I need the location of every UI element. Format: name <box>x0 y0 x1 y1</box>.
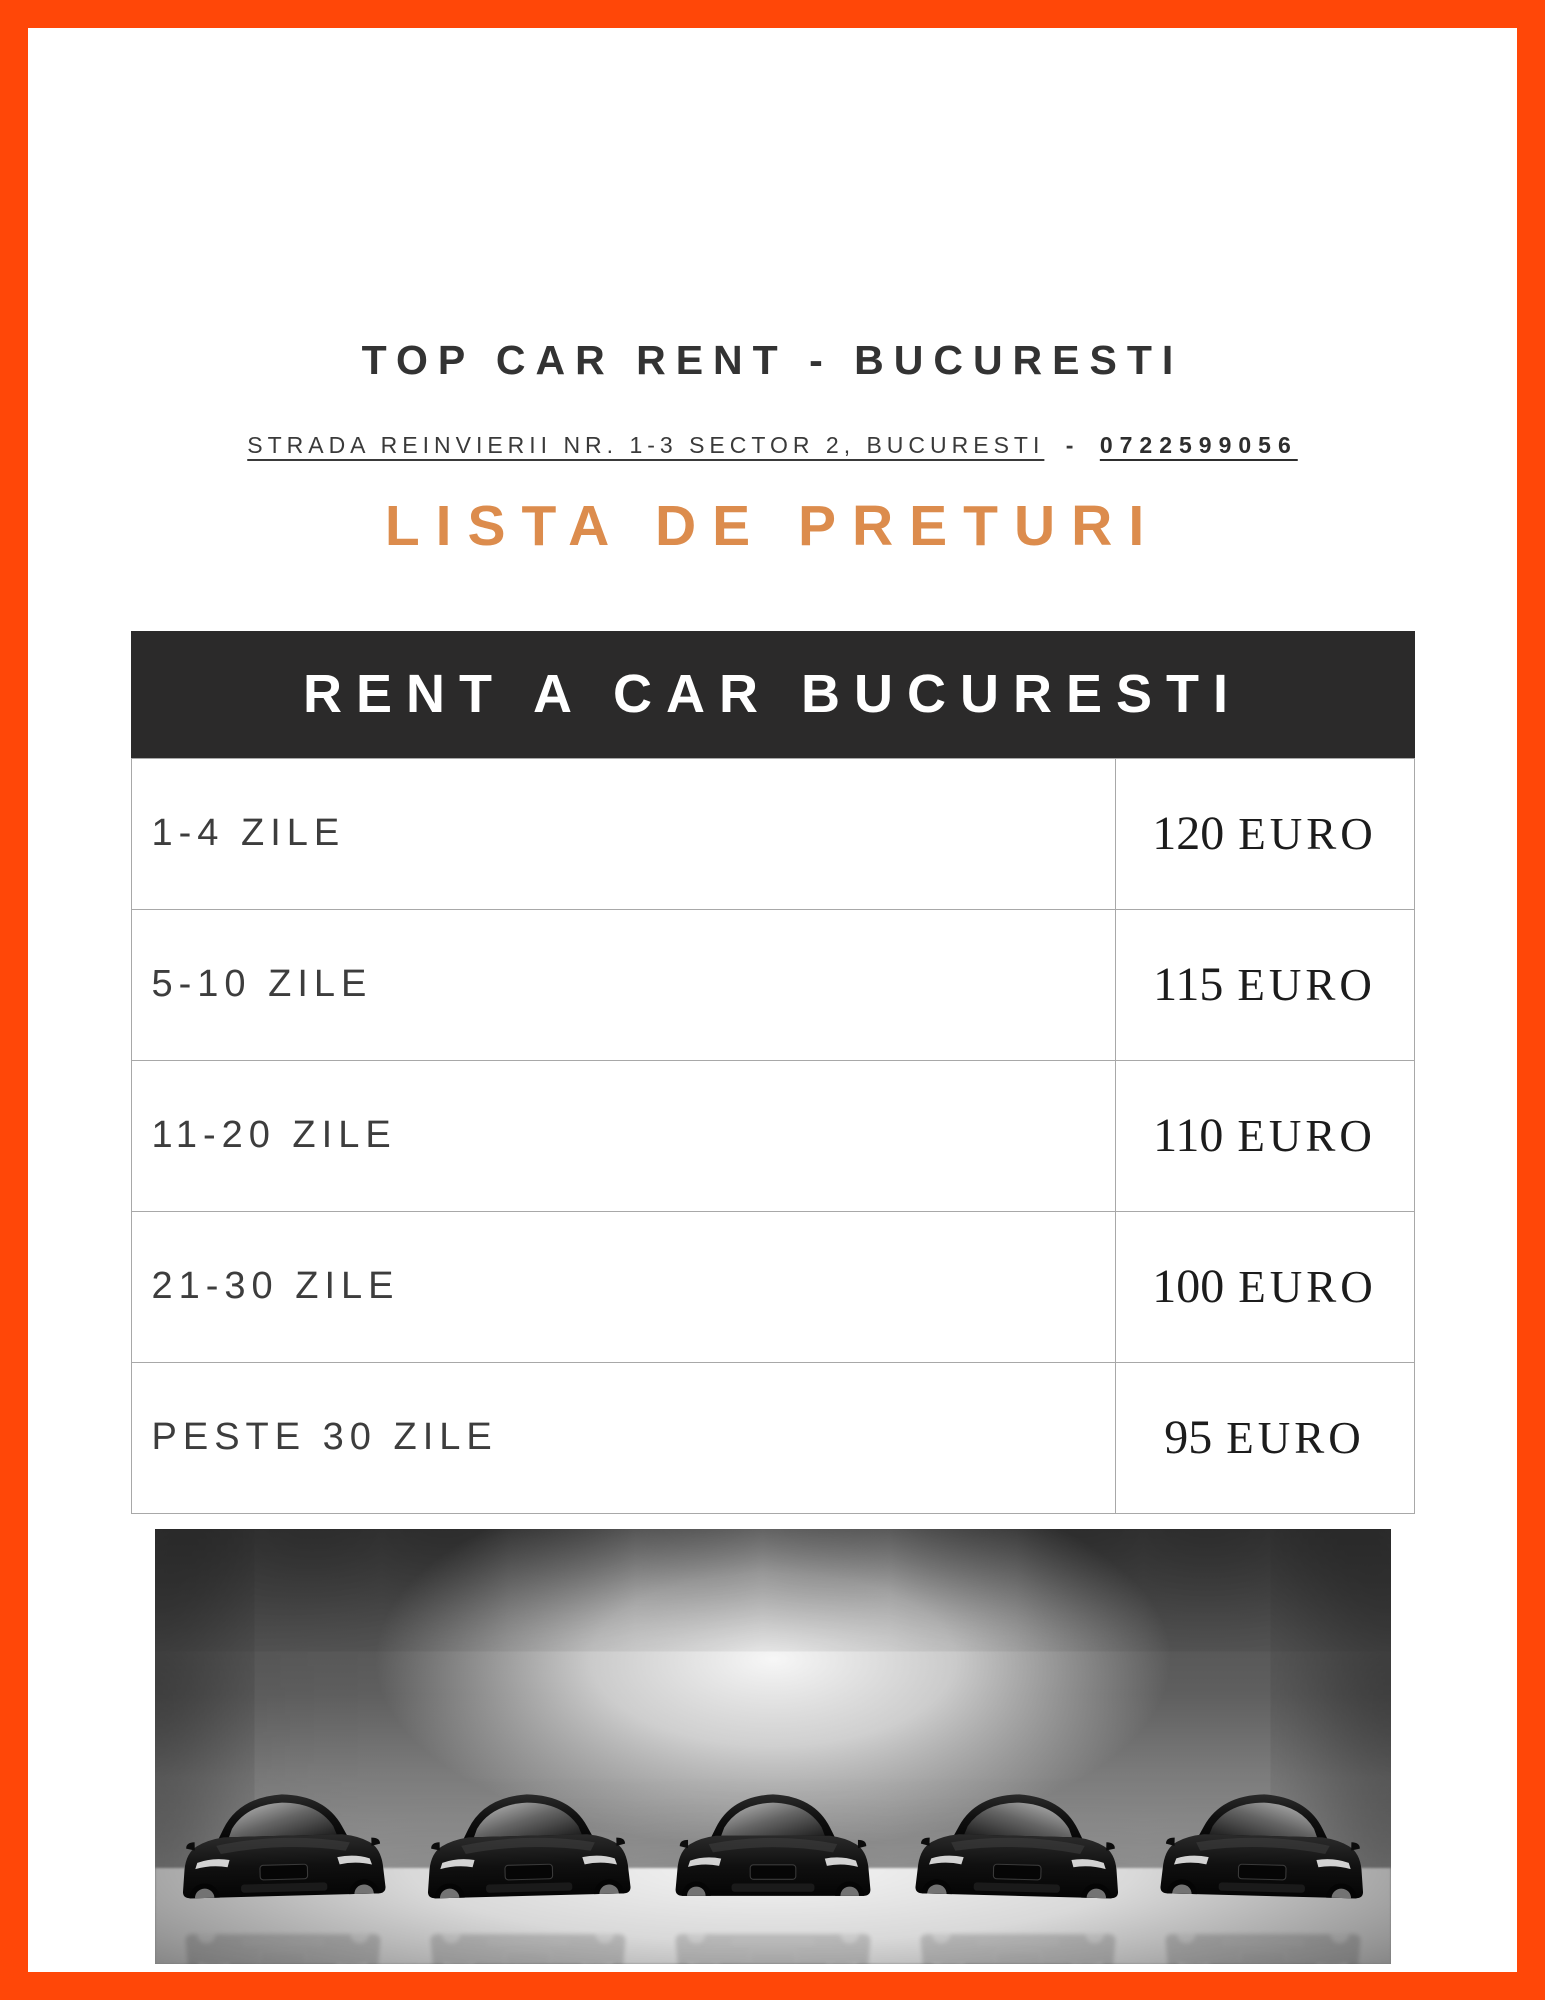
price-cell <box>1116 1061 1414 1211</box>
address-phone-separator: - <box>1065 432 1079 458</box>
price-cell <box>1116 1212 1414 1362</box>
duration-cell: 1-4 ZILE <box>132 759 1116 909</box>
company-title: TOP CAR RENT - BUCURESTI <box>361 337 1184 383</box>
price-table-header: RENT A CAR BUCURESTI <box>131 631 1415 758</box>
price-cell <box>1116 759 1414 909</box>
price-cell <box>1116 1363 1414 1513</box>
price-value: 115 <box>1153 958 1224 1012</box>
page-title: LISTA DE PRETURI <box>384 493 1161 558</box>
price-currency: EURO <box>1226 1412 1365 1463</box>
table-row <box>132 1211 1414 1362</box>
price-currency: EURO <box>1238 1261 1377 1312</box>
price-value: 120 <box>1152 807 1225 861</box>
price-currency: EURO <box>1237 959 1376 1010</box>
car-icon <box>414 1762 642 1922</box>
phone-link[interactable]: 0722599056 <box>1099 432 1298 458</box>
price-table <box>131 631 1415 1514</box>
price-currency: EURO <box>1238 808 1377 859</box>
car-icon <box>904 1762 1132 1922</box>
address-line <box>28 431 1517 460</box>
table-row <box>132 758 1414 909</box>
price-value: 110 <box>1153 1109 1224 1163</box>
table-row <box>132 909 1414 1060</box>
duration-cell: 21-30 ZILE <box>132 1212 1116 1362</box>
car-row <box>155 1762 1391 1922</box>
car-icon <box>1149 1762 1377 1922</box>
table-row <box>132 1060 1414 1211</box>
table-row <box>132 1362 1414 1513</box>
duration-cell: 11-20 ZILE <box>132 1061 1116 1211</box>
price-currency: EURO <box>1237 1110 1376 1161</box>
duration-cell: 5-10 ZILE <box>132 910 1116 1060</box>
price-value: 100 <box>1152 1260 1225 1314</box>
price-value: 95 <box>1164 1411 1213 1465</box>
duration-cell: PESTE 30 ZILE <box>132 1363 1116 1513</box>
price-table-body <box>131 758 1415 1514</box>
address-link[interactable]: STRADA REINVIERII NR. 1-3 SECTOR 2, BUCURESTI <box>247 432 1045 458</box>
price-cell <box>1116 910 1414 1060</box>
flyer-header <box>28 28 1517 558</box>
fleet-photo <box>155 1529 1391 1964</box>
car-icon <box>169 1762 397 1922</box>
car-icon <box>659 1762 887 1922</box>
